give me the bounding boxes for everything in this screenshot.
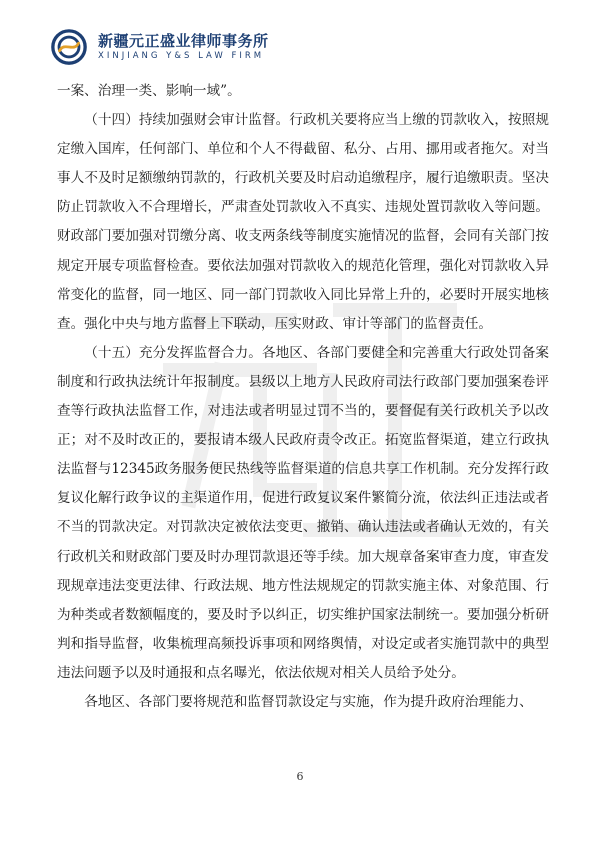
firm-logo-icon bbox=[50, 28, 88, 66]
paragraph-section-14: （十四）持续加强财会审计监督。行政机关要将应当上缴的罚款收入，按照规定缴入国库，任何部门、单位和个人不得截留、私分、占用、挪用或者拖欠。对当事人不及时足额缴纳罚款的，行政机关要及时启动追缴程序，履行追缴职责。坚决防止罚款收入不合理增长，严肃查处罚款收入不真实、违规处置罚款收入等问题。财政部门要加强对罚缴分离、收支两条线等制度实施情况的监督，会同有关部门按规定开展专项监督检查。要依法加强对罚款收入的规范化管理，强化对罚款收入异常变化的监督，同一地区、同一部门罚款收入同比异常上升的，必要时开展实地核查。强化中央与地方监督上下联动，压实财政、审计等部门的监督责任。 bbox=[57, 112, 549, 332]
paragraph-continuation: 一案、治理一类、影响一域”。 bbox=[57, 83, 241, 99]
firm-name-cn: 新疆元正盛业律师事务所 bbox=[98, 32, 269, 50]
document-body bbox=[57, 77, 549, 717]
document-header bbox=[40, 28, 570, 72]
page-number: 6 bbox=[296, 770, 304, 783]
firm-name-en: XINJIANG Y&S LAW FIRM bbox=[98, 51, 265, 61]
paragraph-section-15: （十五）充分发挥监督合力。各地区、各部门要健全和完善重大行政处罚备案制度和行政执法统计年报制度。县级以上地方人民政府司法行政部门要加强案卷评查等行政执法监督工作，对违法或者明显过罚不当的，要督促有关行政机关予以改正；对不及时改正的，要报请本级人民政府责令改正。拓宽监督渠道，建立行政执法监督与12345政务服务便民热线等监督渠道的信息共享工作机制。充分发挥行政复议化解行政争议的主渠道作用，促进行政复议案件繁简分流，依法纠正违法或者不当的罚款决定。对罚款决定被依法变更、撤销、确认违法或者确认无效的，有关行政机关和财政部门要及时办理罚款退还等手续。加大规章备案审查力度，审查发现规章违法变更法律、行政法规、地方性法规规定的罚款实施主体、对象范围、行为种类或者数额幅度的，要及时予以纠正，切实维护国家法制统一。要加强分析研判和指导监督，收集梳理高频投诉事项和网络舆情，对设定或者实施罚款中的典型违法问题予以及时通报和点名曝光，依法依规对相关人员给予处分。 bbox=[57, 344, 549, 681]
paragraph-closing: 各地区、各部门要将规范和监督罚款设定与实施，作为提升政府治理能力、 bbox=[84, 693, 533, 710]
